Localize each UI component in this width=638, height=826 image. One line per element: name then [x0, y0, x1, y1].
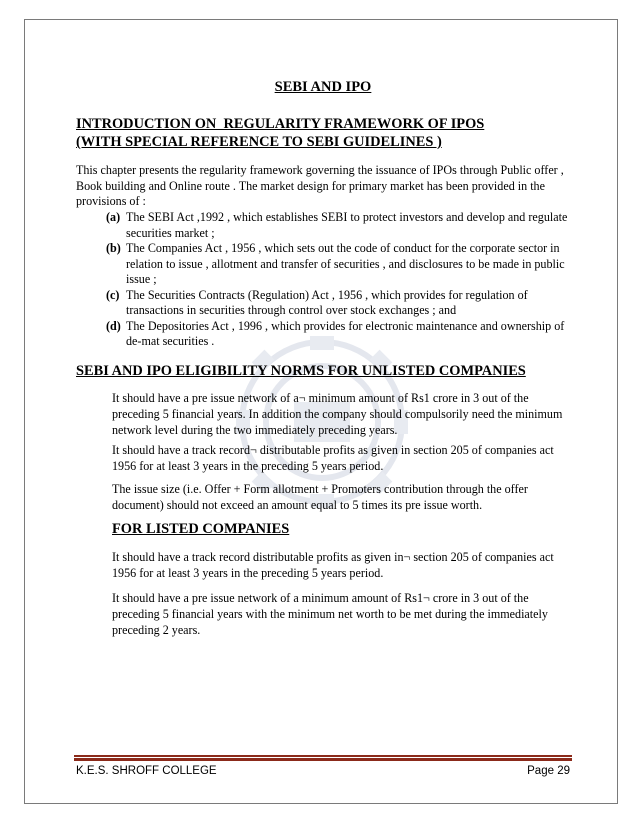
unlisted-paragraph: It should have a pre issue network of a¬ minimum amount of Rs1 crore in 3 out of the preceding 5 financial years. In addition the company should compulsorily need the minimum network level during the two immediately preceding years. — [112, 391, 563, 437]
provision-letter: (b) — [106, 241, 121, 255]
provision-text: The Companies Act , 1956 , which sets out the code of conduct for the corporate sector in relation to issue , allotment and transfer of securities , and disclosures to be made in public issue ; — [126, 241, 565, 286]
footer-rule — [74, 758, 572, 761]
footer-college-name: K.E.S. SHROFF COLLEGE — [76, 765, 217, 777]
listed-paragraph: It should have a track record distributable profits as given in¬ section 205 of companies act 1956 for at least 3 years in the preceding 5 years period. — [112, 550, 554, 580]
provision-letter: (a) — [106, 210, 121, 224]
provision-item — [106, 210, 570, 241]
provision-text: The Depositories Act , 1996 , which provides for electronic maintenance and ownership of de-mat securities . — [126, 318, 565, 348]
intro-heading-line2: (WITH SPECIAL REFERENCE TO SEBI GUIDELINES ) — [76, 134, 442, 150]
unlisted-paragraph: It should have a track record¬ distributable profits as given in section 205 of companies act 1956 for at least 3 years in the preceding 5 years period. — [112, 443, 554, 473]
provisions-list — [106, 210, 570, 350]
provision-letter: (d) — [106, 318, 121, 333]
unlisted-paragraph: The issue size (i.e. Offer + Form allotment + Promoters contribution through the offer document) should not exceed an amount equal to 5 times its pre issue worth. — [112, 482, 528, 512]
provision-text: The Securities Contracts (Regulation) Act , 1956 , which provides for regulation of transactions in securities through control over stock exchanges ; and — [126, 287, 528, 317]
footer-rule — [74, 755, 572, 757]
provision-item — [106, 319, 570, 350]
footer-page-number: Page 29 — [527, 765, 570, 777]
provision-letter: (c) — [106, 287, 120, 302]
provision-item — [106, 241, 570, 288]
provision-item — [106, 288, 570, 319]
intro-heading — [76, 115, 570, 151]
unlisted-section-heading: SEBI AND IPO ELIGIBILITY NORMS FOR UNLISTED COMPANIES — [76, 363, 526, 379]
intro-paragraph: This chapter presents the regularity framework governing the issuance of IPOs through Public offer , Book building and Online route . The market design for primary market has been provided in the provisions of : — [76, 163, 564, 208]
page-title: SEBI AND IPO — [274, 79, 372, 95]
intro-heading-line1: INTRODUCTION ON REGULARITY FRAMEWORK OF IPOS — [76, 116, 485, 132]
listed-section-heading: FOR LISTED COMPANIES — [112, 521, 290, 537]
provision-text: The SEBI Act ,1992 , which establishes SEBI to protect investors and develop and regulate securities market ; — [126, 210, 568, 240]
listed-paragraph: It should have a pre issue network of a minimum amount of Rs1¬ crore in 3 out of the preceding 5 financial years with the minimum net worth to be met during the immediately preceding 2 years. — [112, 591, 548, 637]
